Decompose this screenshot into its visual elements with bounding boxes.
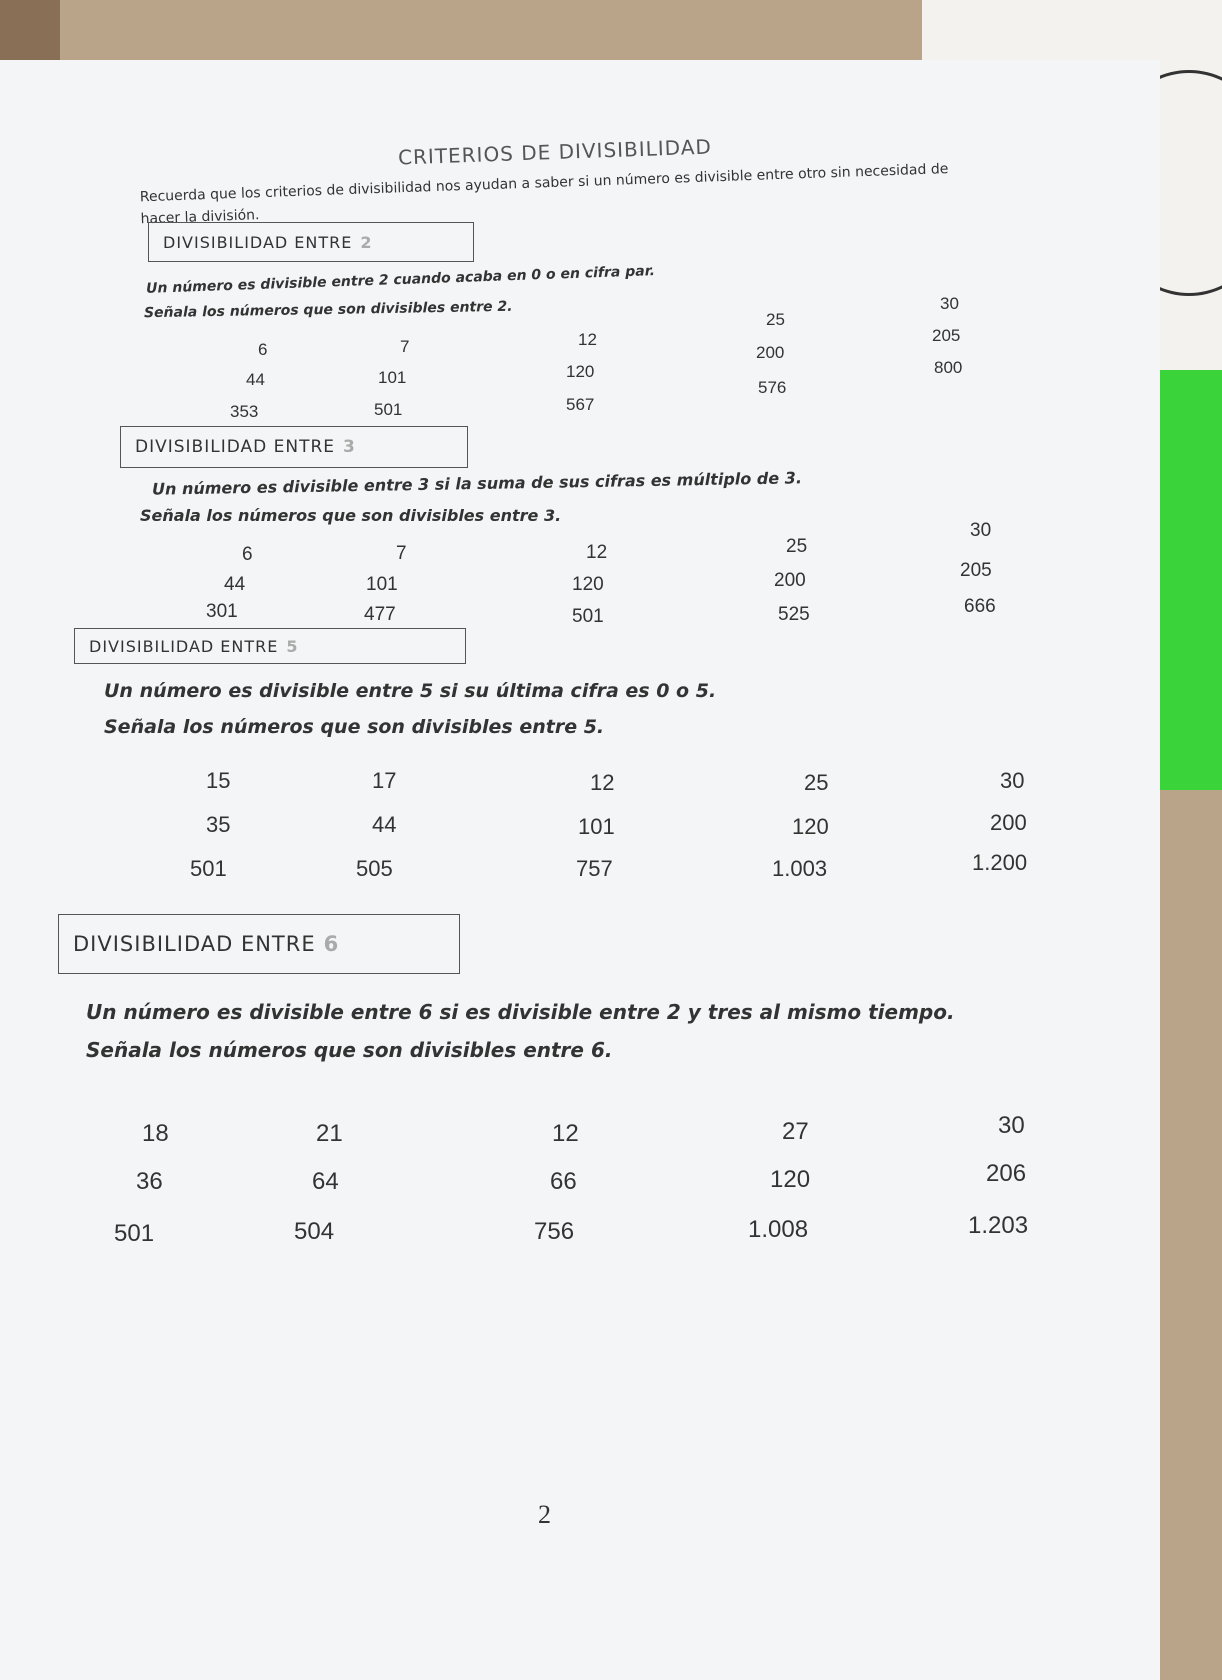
number-option[interactable]: 27 (782, 1118, 809, 1145)
number-option[interactable]: 501 (190, 856, 227, 881)
section-heading-3 (120, 426, 468, 468)
number-option[interactable]: 7 (396, 543, 407, 564)
page-number: 2 (538, 1500, 551, 1529)
number-option[interactable]: 7 (400, 337, 410, 356)
number-option[interactable]: 567 (566, 395, 595, 414)
number-option[interactable]: 206 (986, 1160, 1027, 1187)
section-divisor: 3 (343, 437, 356, 457)
number-option[interactable]: 205 (960, 560, 992, 581)
section-heading-6 (58, 914, 460, 974)
number-option[interactable]: 205 (932, 326, 961, 345)
number-option[interactable]: 505 (356, 856, 393, 881)
number-option[interactable]: 666 (964, 596, 996, 617)
number-option[interactable]: 1.200 (972, 850, 1028, 875)
number-option[interactable]: 101 (366, 574, 398, 595)
number-option[interactable]: 120 (572, 574, 604, 595)
rule-text-6: Un número es divisible entre 6 si es divisible entre 2 y tres al mismo tiempo. (86, 1000, 955, 1024)
number-option[interactable]: 120 (770, 1166, 811, 1193)
rule-text-3: Un número es divisible entre 3 si la suma de sus cifras es múltiplo de 3. (151, 468, 803, 499)
number-option[interactable]: 501 (572, 606, 604, 627)
section-divisor: 5 (286, 636, 299, 656)
number-option[interactable]: 756 (534, 1218, 575, 1245)
number-option[interactable]: 25 (786, 536, 808, 557)
number-option[interactable]: 120 (566, 362, 595, 381)
number-option[interactable]: 301 (206, 601, 238, 622)
rule-text-2: Un número es divisible entre 2 cuando acaba en 0 o en cifra par. (145, 263, 656, 297)
number-option[interactable]: 35 (206, 812, 231, 837)
number-option[interactable]: 501 (114, 1220, 155, 1247)
section-heading-label: DIVISIBILIDAD ENTRE (73, 932, 316, 956)
number-option[interactable]: 353 (230, 402, 259, 421)
number-option[interactable]: 15 (206, 768, 231, 793)
number-option[interactable]: 1.003 (772, 856, 828, 881)
instruction-text-3: Señala los números que son divisibles entre 3. (140, 506, 562, 525)
number-option[interactable]: 66 (550, 1168, 577, 1195)
number-option[interactable]: 200 (990, 810, 1027, 835)
section-heading-label: DIVISIBILIDAD ENTRE (89, 636, 279, 656)
number-option[interactable]: 200 (756, 343, 785, 362)
number-option[interactable]: 44 (224, 574, 246, 595)
number-option[interactable]: 30 (1000, 768, 1025, 793)
number-option[interactable]: 30 (970, 520, 992, 541)
number-option[interactable]: 501 (374, 400, 403, 419)
number-option[interactable]: 12 (586, 542, 608, 563)
section-divisor: 6 (323, 932, 340, 956)
page-title: CRITERIOS DE DIVISIBILIDAD (397, 134, 713, 170)
number-option[interactable]: 18 (142, 1120, 169, 1147)
instruction-text-2: Señala los números que son divisibles entre 2. (143, 298, 513, 322)
number-option[interactable]: 101 (578, 814, 615, 839)
number-option[interactable]: 30 (940, 294, 959, 313)
section-heading-5 (74, 628, 466, 664)
number-option[interactable]: 64 (312, 1168, 339, 1195)
section-heading-label: DIVISIBILIDAD ENTRE (163, 232, 353, 252)
number-option[interactable]: 12 (578, 330, 597, 349)
number-option[interactable]: 1.203 (968, 1212, 1029, 1239)
number-option[interactable]: 576 (758, 378, 787, 397)
number-option[interactable]: 36 (136, 1168, 163, 1195)
number-option[interactable]: 25 (766, 310, 785, 329)
number-option[interactable]: 477 (364, 604, 396, 625)
instruction-text-6: Señala los números que son divisibles entre 6. (86, 1038, 613, 1062)
number-option[interactable]: 6 (242, 544, 253, 565)
number-option[interactable]: 44 (372, 812, 397, 837)
number-option[interactable]: 12 (590, 770, 615, 795)
number-option[interactable]: 44 (246, 370, 265, 389)
number-option[interactable]: 120 (792, 814, 829, 839)
number-option[interactable]: 504 (294, 1218, 335, 1245)
number-option[interactable]: 17 (372, 768, 397, 793)
section-divisor: 2 (360, 232, 373, 252)
instruction-text-5: Señala los números que son divisibles entre 5. (104, 716, 605, 738)
number-option[interactable]: 525 (778, 604, 810, 625)
number-option[interactable]: 6 (258, 340, 268, 359)
rule-text-5: Un número es divisible entre 5 si su última cifra es 0 o 5. (104, 680, 717, 702)
number-option[interactable]: 1.008 (748, 1216, 809, 1243)
number-option[interactable]: 21 (316, 1120, 343, 1147)
number-option[interactable]: 800 (934, 358, 963, 377)
intro-text: Recuerda que los criterios de divisibilidad nos ayudan a saber si un número es divisible entre otro sin necesidad de hacer la división. (139, 161, 949, 228)
number-option[interactable]: 25 (804, 770, 829, 795)
number-option[interactable]: 757 (576, 856, 613, 881)
number-option[interactable]: 101 (378, 368, 407, 387)
number-option[interactable]: 30 (998, 1112, 1025, 1139)
section-heading-label: DIVISIBILIDAD ENTRE (135, 437, 336, 457)
number-option[interactable]: 12 (552, 1120, 579, 1147)
section-heading-2 (148, 222, 474, 262)
number-option[interactable]: 200 (774, 570, 806, 591)
